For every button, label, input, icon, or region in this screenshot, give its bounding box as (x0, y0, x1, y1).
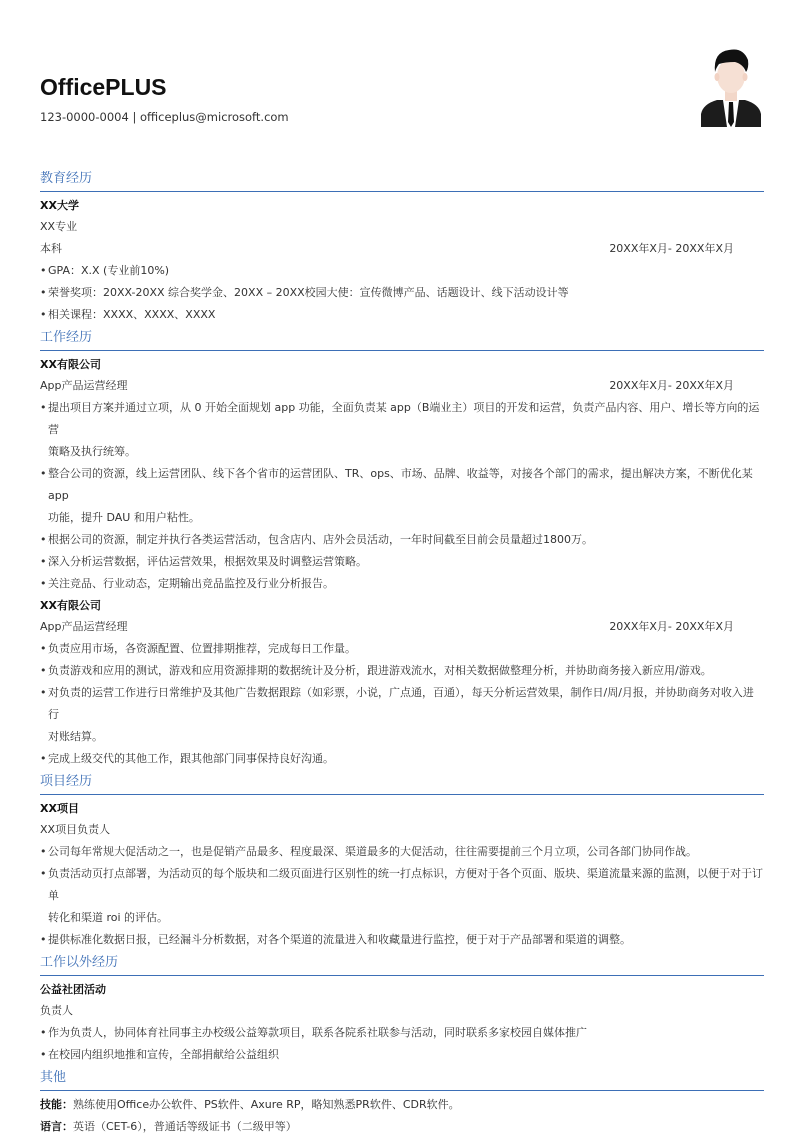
job-date: 20XX年X月- 20XX年X月 (609, 620, 734, 633)
job-role: App产品运营经理 (40, 620, 128, 633)
education-date: 20XX年X月- 20XX年X月 (609, 242, 734, 255)
education-bullets (40, 260, 764, 326)
skills-label: 技能： (40, 1098, 73, 1111)
job-role: App产品运营经理 (40, 379, 128, 392)
resume-content (40, 167, 764, 1138)
list-item: • 在校园内组织地推和宣传，全部捐献给公益组织 (40, 1044, 764, 1066)
activity-name: 公益社团活动 (40, 983, 106, 996)
list-item: • 负责游戏和应用的测试，游戏和应用资源排期的数据统计及分析，跟进游戏流水，对相关数据做整理分析，并协助商务接入新应用/游戏。 (40, 660, 764, 682)
list-item: • 对负责的运营工作进行日常维护及其他广告数据跟踪（如彩票，小说，广点通，百通），每天分析运营效果，制作日/周/月报，并协助商务对收入进行 对账结算。 (40, 682, 764, 748)
list-item: • 提供标准化数据日报，已经漏斗分析数据，对各个渠道的流量进入和收藏量进行监控，便于对于产品部署和渠道的调整。 (40, 929, 764, 951)
language-text: 英语（CET-6），普通话等级证书（二级甲等） (73, 1120, 297, 1133)
section-divider (40, 975, 764, 976)
list-item: • 负责应用市场，各资源配置、位置排期推荐，完成每日工作量。 (40, 638, 764, 660)
school-name: XX大学 (40, 199, 79, 212)
activity-role: 负责人 (40, 1004, 73, 1017)
project-role: XX项目负责人 (40, 823, 111, 836)
section-divider (40, 350, 764, 351)
role-row (40, 616, 764, 638)
list-item: • 荣誉奖项：20XX-20XX 综合奖学金、20XX – 20XX校园大使：宣传微博产品、话题设计、线下活动设计等 (40, 282, 764, 304)
project-title: 项目经历 (40, 774, 93, 789)
list-item: • GPA：X.X (专业前10%) (40, 260, 764, 282)
extra-title: 工作以外经历 (40, 955, 119, 970)
list-item: • 提出项目方案并通过立项，从 0 开始全面规划 app 功能，全面负责某 app（B端业主）项目的开发和运营，负责产品内容、用户、增长等方向的运营 策略及执行统筹。 (40, 397, 764, 463)
candidate-name: OfficePLUS (40, 74, 167, 100)
language-line (40, 1116, 764, 1138)
section-divider (40, 191, 764, 192)
activity-bullets (40, 1022, 764, 1066)
list-item: • 整合公司的资源，线上运营团队、线下各个省市的运营团队、TR、ops、市场、品牌、收益等，对接各个部门的需求，提出解决方案，不断优化某 app 功能，提升 DAU 和用户粘性。 (40, 463, 764, 529)
list-item: • 关注竞品、行业动态，定期输出竞品监控及行业分析报告。 (40, 573, 764, 595)
section-divider (40, 1090, 764, 1091)
project-name: XX项目 (40, 802, 79, 815)
list-item: • 公司每年常规大促活动之一，也是促销产品最多、程度最深、渠道最多的大促活动，往往需要提前三个月立项，公司各部门协同作战。 (40, 841, 764, 863)
skills-text: 熟练使用Office办公软件、PS软件、Axure RP，略知熟悉PR软件、CDR软件。 (73, 1098, 460, 1111)
other-title: 其他 (40, 1070, 67, 1085)
list-item: • 深入分析运营数据，评估运营效果，根据效果及时调整运营策略。 (40, 551, 764, 573)
degree-row (40, 238, 764, 260)
job-date: 20XX年X月- 20XX年X月 (609, 379, 734, 392)
role-row (40, 375, 764, 397)
company-name: XX有限公司 (40, 599, 101, 612)
work-title: 工作经历 (40, 330, 93, 345)
contact-info: 123-0000-0004 | officeplus@microsoft.com (40, 110, 289, 124)
list-item: • 根据公司的资源，制定并执行各类运营活动，包含店内、店外会员活动，一年时间截至目前会员量超过1800万。 (40, 529, 764, 551)
education-title: 教育经历 (40, 171, 93, 186)
list-item: • 负责活动页打点部署，为活动页的每个版块和二级页面进行区别性的统一打点标识，方便对于各个页面、版块、渠道流量来源的监测，以便于对于订单 转化和渠道 roi 的评估。 (40, 863, 764, 929)
degree: 本科 (40, 242, 62, 255)
major: XX专业 (40, 220, 78, 233)
project-bullets (40, 841, 764, 951)
list-item: • 作为负责人，协同体育社同事主办校级公益筹款项目，联系各院系社联参与活动，同时联系多家校园自媒体推广 (40, 1022, 764, 1044)
list-item: • 相关课程：XXXX、XXXX、XXXX (40, 304, 764, 326)
skills-line (40, 1094, 764, 1116)
language-label: 语言： (40, 1120, 73, 1133)
section-divider (40, 794, 764, 795)
job-bullets (40, 397, 764, 595)
profile-photo (699, 42, 763, 127)
company-name: XX有限公司 (40, 358, 101, 371)
job-bullets (40, 638, 764, 770)
list-item: • 完成上级交代的其他工作，跟其他部门同事保持良好沟通。 (40, 748, 764, 770)
